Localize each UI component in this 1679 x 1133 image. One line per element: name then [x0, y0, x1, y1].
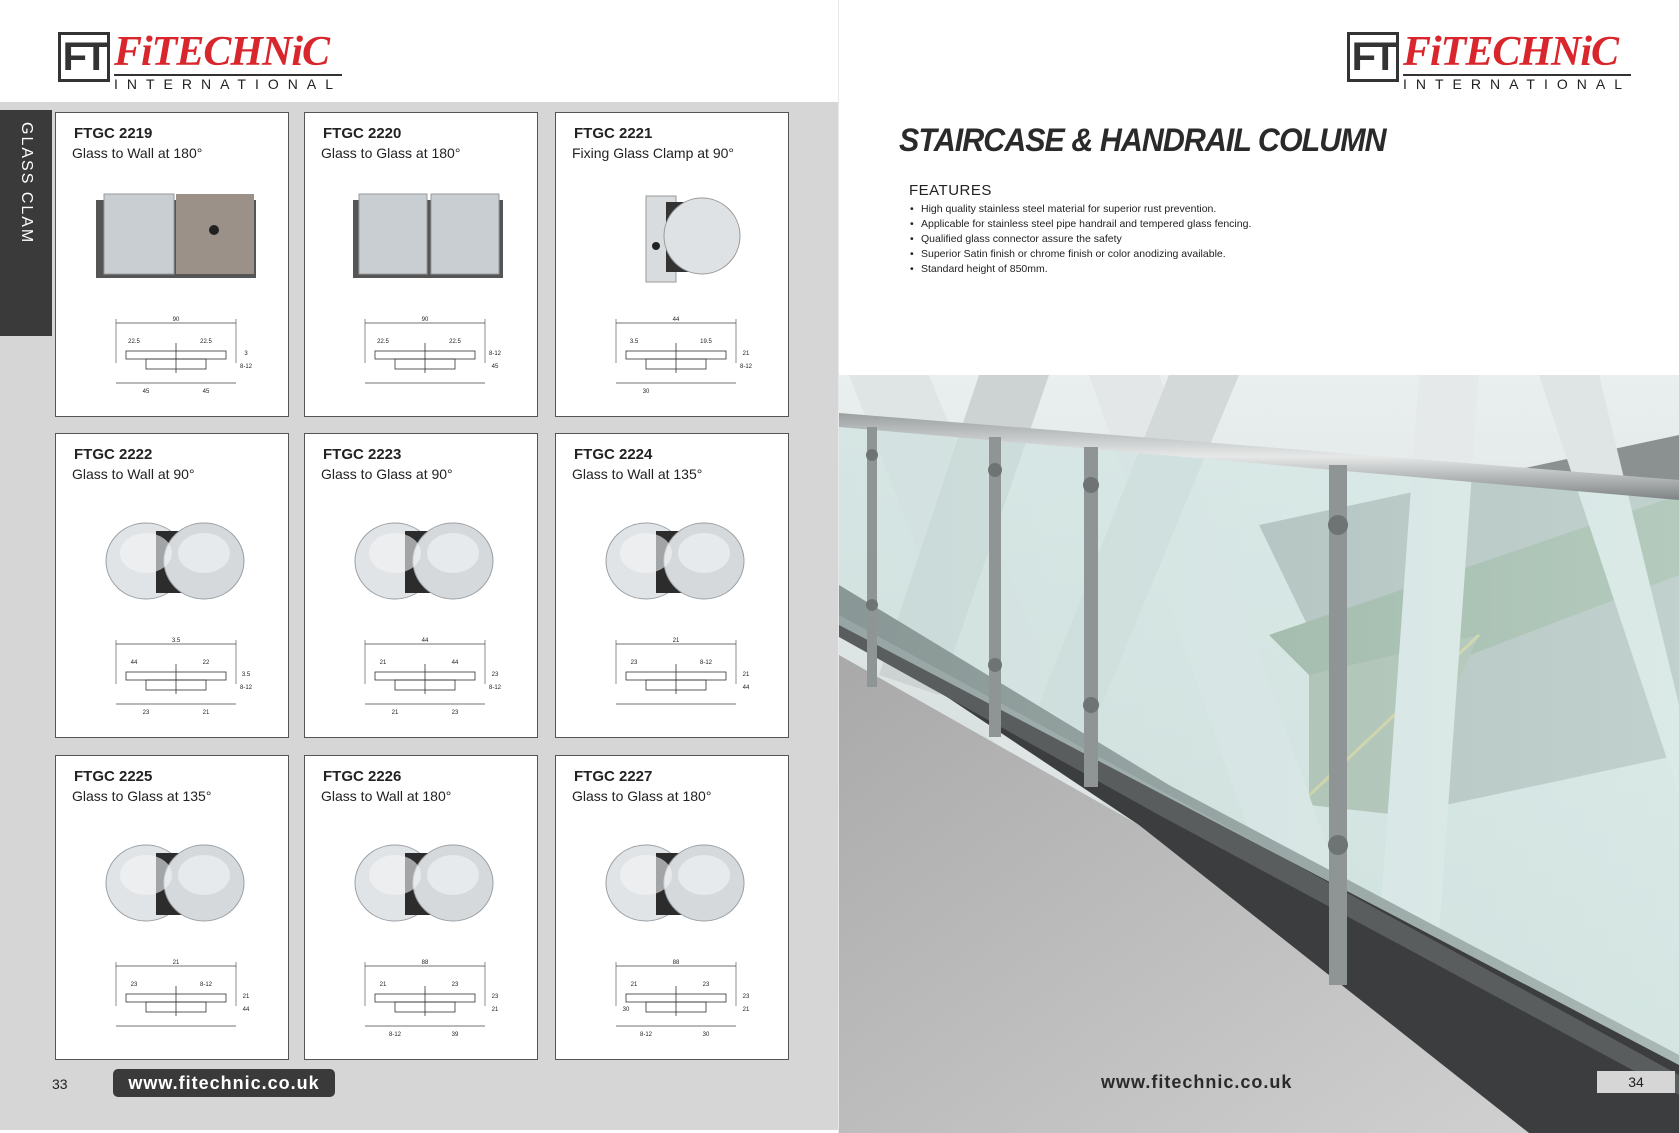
- product-photo: [86, 188, 260, 298]
- dimension-label: 21: [742, 351, 750, 357]
- section-tab: [0, 110, 52, 336]
- dimension-label: 30: [702, 1032, 710, 1038]
- technical-drawing: [596, 956, 756, 1046]
- product-description: Glass to Glass at 180°: [321, 145, 461, 161]
- dimension-label: 21: [379, 982, 387, 988]
- dimension-label: 23: [702, 982, 710, 988]
- dimension-label: 23: [630, 660, 638, 666]
- dimension-label: 23: [491, 994, 499, 1000]
- dimension-label: 8-12: [239, 685, 253, 691]
- dimension-label: 44: [742, 685, 750, 691]
- dimension-label: 23: [130, 982, 138, 988]
- product-code: FTGC 2225: [74, 768, 153, 785]
- logo-brand-name: FiTECHNiC: [1403, 29, 1619, 75]
- product-description: Glass to Glass at 90°: [321, 466, 453, 482]
- dimension-label: 8-12: [639, 1032, 653, 1038]
- dimension-label: 22.5: [128, 339, 140, 345]
- technical-drawing: [596, 634, 756, 724]
- dimension-label: 22.5: [200, 339, 212, 345]
- dimension-label: 21: [391, 710, 399, 716]
- feature-item: • Standard height of 850mm.: [909, 262, 1285, 277]
- handrail-photo-art: [839, 375, 1679, 1133]
- logo-mark: FT: [1347, 32, 1399, 82]
- technical-drawing: [345, 634, 505, 724]
- brand-logo-right: [1347, 29, 1631, 92]
- feature-item: • Applicable for stainless steel pipe handrail and tempered glass fencing.: [909, 217, 1285, 232]
- dimension-label: 8-12: [388, 1032, 402, 1038]
- dimension-label: 30: [642, 389, 650, 395]
- product-card: [304, 755, 538, 1060]
- dimension-label: 8-12: [699, 660, 713, 666]
- product-card: [555, 433, 789, 738]
- dimension-label: 22.5: [449, 339, 461, 345]
- dimension-label: 23: [451, 710, 459, 716]
- features-heading: FEATURES: [909, 182, 992, 199]
- dimension-label: 88: [672, 960, 680, 966]
- dimension-label: 8-12: [239, 364, 253, 370]
- technical-drawing: [345, 956, 505, 1046]
- logo-brand-name: FiTECHNiC: [114, 29, 330, 75]
- product-photo: [335, 188, 509, 298]
- dimension-label: 21: [742, 1007, 750, 1013]
- product-code: FTGC 2222: [74, 446, 153, 463]
- product-photo: [586, 509, 760, 619]
- dimension-label: 44: [242, 1007, 250, 1013]
- page-title: STAIRCASE & HANDRAIL COLUMN: [899, 122, 1386, 158]
- product-photo: [586, 188, 760, 298]
- page-number-right: 34: [1597, 1071, 1675, 1093]
- dimension-label: 3.5: [241, 672, 251, 678]
- dimension-label: 8-12: [488, 685, 502, 691]
- logo-subtitle: INTERNATIONAL: [114, 76, 342, 92]
- dimension-label: 90: [421, 317, 429, 323]
- dimension-label: 22: [202, 660, 210, 666]
- product-card: [555, 755, 789, 1060]
- dimension-label: 21: [379, 660, 387, 666]
- dimension-label: 19.5: [700, 339, 712, 345]
- product-card: [55, 755, 289, 1060]
- product-code: FTGC 2224: [574, 446, 653, 463]
- product-card: [304, 112, 538, 417]
- dimension-label: 23: [742, 994, 750, 1000]
- product-code: FTGC 2219: [74, 125, 153, 142]
- technical-drawing: [345, 313, 505, 403]
- dimension-label: 21: [630, 982, 638, 988]
- product-description: Glass to Glass at 180°: [572, 788, 712, 804]
- product-photo: [335, 509, 509, 619]
- right-page: [839, 0, 1679, 1133]
- handrail-photo: [839, 375, 1679, 1133]
- dimension-label: 44: [451, 660, 459, 666]
- dimension-label: 21: [202, 710, 210, 716]
- dimension-label: 45: [142, 389, 150, 395]
- dimension-label: 23: [451, 982, 459, 988]
- product-code: FTGC 2226: [323, 768, 402, 785]
- product-code: FTGC 2227: [574, 768, 653, 785]
- dimension-label: 8-12: [488, 351, 502, 357]
- dimension-label: 45: [491, 364, 499, 370]
- product-card: [304, 433, 538, 738]
- product-photo: [86, 509, 260, 619]
- dimension-label: 30: [622, 1007, 630, 1013]
- dimension-label: 44: [130, 660, 138, 666]
- product-photo: [335, 831, 509, 941]
- product-description: Fixing Glass Clamp at 90°: [572, 145, 734, 161]
- feature-item: • Qualified glass connector assure the safety: [909, 232, 1285, 247]
- product-description: Glass to Wall at 180°: [321, 788, 452, 804]
- dimension-label: 21: [672, 638, 680, 644]
- dimension-label: 88: [421, 960, 429, 966]
- dimension-label: 45: [202, 389, 210, 395]
- features-list: [909, 202, 1285, 277]
- dimension-label: 3: [244, 351, 248, 357]
- section-tab-label: GLASS CLAM: [18, 122, 35, 245]
- page-number-left: 33: [52, 1076, 68, 1092]
- logo-mark: FT: [58, 32, 110, 82]
- technical-drawing: [96, 634, 256, 724]
- product-photo: [586, 831, 760, 941]
- dimension-label: 21: [742, 672, 750, 678]
- product-description: Glass to Wall at 180°: [72, 145, 203, 161]
- left-page: [0, 0, 839, 1133]
- feature-item: • High quality stainless steel material for superior rust prevention.: [909, 202, 1285, 217]
- product-code: FTGC 2221: [574, 125, 653, 142]
- dimension-label: 90: [172, 317, 180, 323]
- dimension-label: 21: [242, 994, 250, 1000]
- logo-subtitle: INTERNATIONAL: [1403, 76, 1631, 92]
- dimension-label: 23: [491, 672, 499, 678]
- dimension-label: 44: [421, 638, 429, 644]
- dimension-label: 21: [491, 1007, 499, 1013]
- feature-item: • Superior Satin finish or chrome finish or color anodizing available.: [909, 247, 1285, 262]
- product-description: Glass to Wall at 90°: [72, 466, 195, 482]
- product-card: [555, 112, 789, 417]
- dimension-label: 44: [672, 317, 680, 323]
- product-description: Glass to Glass at 135°: [72, 788, 212, 804]
- dimension-label: 22.5: [377, 339, 389, 345]
- dimension-label: 8-12: [199, 982, 213, 988]
- dimension-label: 3.5: [171, 638, 181, 644]
- website-link[interactable]: www.fitechnic.co.uk: [113, 1069, 335, 1097]
- product-description: Glass to Wall at 135°: [572, 466, 703, 482]
- website-text[interactable]: www.fitechnic.co.uk: [1101, 1072, 1293, 1092]
- product-card: [55, 433, 289, 738]
- technical-drawing: [96, 956, 256, 1046]
- dimension-label: 39: [451, 1032, 459, 1038]
- product-code: FTGC 2220: [323, 125, 402, 142]
- product-code: FTGC 2223: [323, 446, 402, 463]
- dimension-label: 3.5: [629, 339, 639, 345]
- brand-logo: [58, 29, 342, 92]
- technical-drawing: [596, 313, 756, 403]
- product-photo: [86, 831, 260, 941]
- dimension-label: 21: [172, 960, 180, 966]
- technical-drawing: [96, 313, 256, 403]
- dimension-label: 8-12: [739, 364, 753, 370]
- dimension-label: 23: [142, 710, 150, 716]
- product-card: [55, 112, 289, 417]
